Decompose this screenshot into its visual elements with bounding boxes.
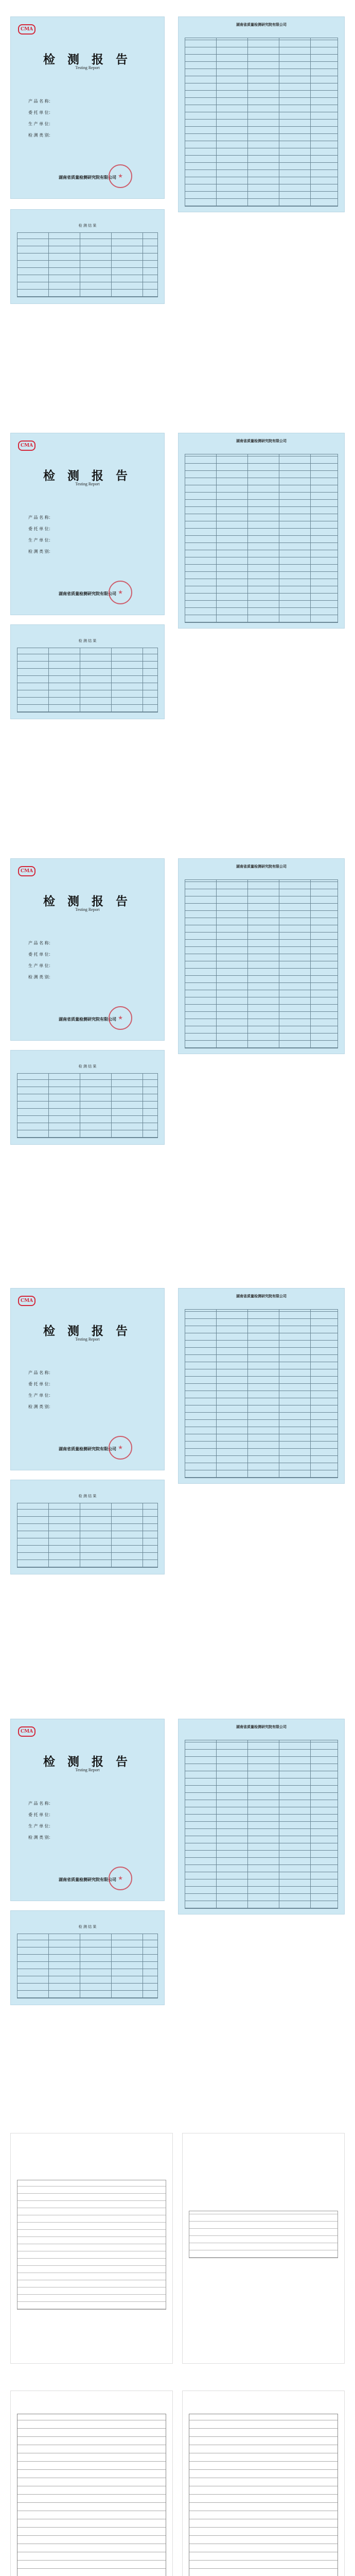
manufacturer-label: 生 产 单 位： <box>28 963 53 968</box>
report-title: 检 测 报 告 <box>43 1755 132 1769</box>
report-1-cover <box>10 16 165 199</box>
cma-logo: CMA <box>18 1726 36 1737</box>
testing-organization: 湖南省质量检测研究院有限公司 <box>59 1447 116 1451</box>
manufacturer-label: 生 产 单 位： <box>28 538 53 543</box>
page-header: 湖南省质量检测研究院有限公司 <box>236 865 287 869</box>
report-3-cover <box>10 858 165 1041</box>
page-header: 湖南省质量检测研究院有限公司 <box>236 23 287 27</box>
manufacturer-label: 生 产 单 位： <box>28 1393 53 1398</box>
report-subtitle: Testing Report <box>75 482 100 486</box>
report-2-cover <box>10 433 165 615</box>
official-seal <box>109 1006 132 1030</box>
report-2-page-3 <box>10 624 165 719</box>
report-4-cover <box>10 1288 165 1470</box>
report-3-page-3 <box>10 1050 165 1145</box>
test-type-label: 检 测 类 别： <box>28 1835 53 1840</box>
report-subtitle: Testing Report <box>75 1337 100 1342</box>
certificate-page-2 <box>182 2133 345 2364</box>
results-table <box>185 38 338 207</box>
client-label: 委 托 单 位： <box>28 952 53 957</box>
report-title: 检 测 报 告 <box>43 1324 132 1338</box>
report-title: 检 测 报 告 <box>43 53 132 66</box>
testing-organization: 湖南省质量检测研究院有限公司 <box>59 591 116 596</box>
page-header: 湖南省质量检测研究院有限公司 <box>236 439 287 443</box>
product-name-label: 产 品 名 称： <box>28 1370 53 1375</box>
results-heading: 检 测 结 果 <box>78 639 97 643</box>
report-1-page-2 <box>178 16 345 212</box>
cma-logo: CMA <box>18 24 36 35</box>
results-table <box>185 1740 338 1909</box>
report-subtitle: Testing Report <box>75 907 100 912</box>
testing-organization: 湖南省质量检测研究院有限公司 <box>59 175 116 180</box>
results-table <box>185 454 338 623</box>
page-header: 湖南省质量检测研究院有限公司 <box>236 1725 287 1729</box>
report-subtitle: Testing Report <box>75 65 100 70</box>
product-name-label: 产 品 名 称： <box>28 941 53 945</box>
results-table <box>17 1503 158 1568</box>
results-table <box>185 879 338 1048</box>
report-4-page-3 <box>10 1480 165 1574</box>
client-label: 委 托 单 位： <box>28 1382 53 1386</box>
results-table <box>17 1934 158 1998</box>
testing-organization: 湖南省质量检测研究院有限公司 <box>59 1017 116 1022</box>
report-3-page-2 <box>178 858 345 1054</box>
certificate-table <box>17 2180 166 2310</box>
test-type-label: 检 测 类 别： <box>28 549 53 554</box>
test-type-label: 检 测 类 别： <box>28 1404 53 1409</box>
results-heading: 检 测 结 果 <box>78 1925 97 1929</box>
report-1-page-3 <box>10 209 165 304</box>
cma-logo: CMA <box>18 440 36 451</box>
record-form-2 <box>182 2391 345 2576</box>
form-table <box>17 2414 166 2576</box>
test-type-label: 检 测 类 别： <box>28 133 53 138</box>
product-name-label: 产 品 名 称： <box>28 515 53 520</box>
results-heading: 检 测 结 果 <box>78 1494 97 1498</box>
client-label: 委 托 单 位： <box>28 1812 53 1817</box>
page-header: 湖南省质量检测研究院有限公司 <box>236 1294 287 1298</box>
report-title: 检 测 报 告 <box>43 894 132 908</box>
report-5-page-2 <box>178 1719 345 1914</box>
report-5-cover <box>10 1719 165 1901</box>
testing-organization: 湖南省质量检测研究院有限公司 <box>59 1877 116 1882</box>
certificate-table <box>189 2211 338 2258</box>
results-heading: 检 测 结 果 <box>78 224 97 228</box>
report-4-page-2 <box>178 1288 345 1484</box>
form-table <box>189 2414 338 2576</box>
official-seal <box>109 164 132 188</box>
manufacturer-label: 生 产 单 位： <box>28 122 53 126</box>
official-seal <box>109 581 132 604</box>
official-seal <box>109 1436 132 1460</box>
cma-logo: CMA <box>18 1296 36 1306</box>
cma-logo: CMA <box>18 866 36 876</box>
client-label: 委 托 单 位： <box>28 527 53 531</box>
official-seal <box>109 1867 132 1890</box>
report-2-page-2 <box>178 433 345 629</box>
test-type-label: 检 测 类 别： <box>28 975 53 979</box>
results-heading: 检 测 结 果 <box>78 1064 97 1069</box>
report-title: 检 测 报 告 <box>43 469 132 483</box>
results-table <box>17 1073 158 1138</box>
product-name-label: 产 品 名 称： <box>28 1801 53 1806</box>
manufacturer-label: 生 产 单 位： <box>28 1824 53 1828</box>
record-form-1 <box>10 2391 173 2576</box>
client-label: 委 托 单 位： <box>28 110 53 115</box>
results-table <box>17 648 158 713</box>
report-subtitle: Testing Report <box>75 1768 100 1772</box>
product-name-label: 产 品 名 称： <box>28 99 53 104</box>
report-5-page-3 <box>10 1910 165 2005</box>
results-table <box>17 232 158 297</box>
certificate-page-1 <box>10 2133 173 2364</box>
results-table <box>185 1309 338 1478</box>
